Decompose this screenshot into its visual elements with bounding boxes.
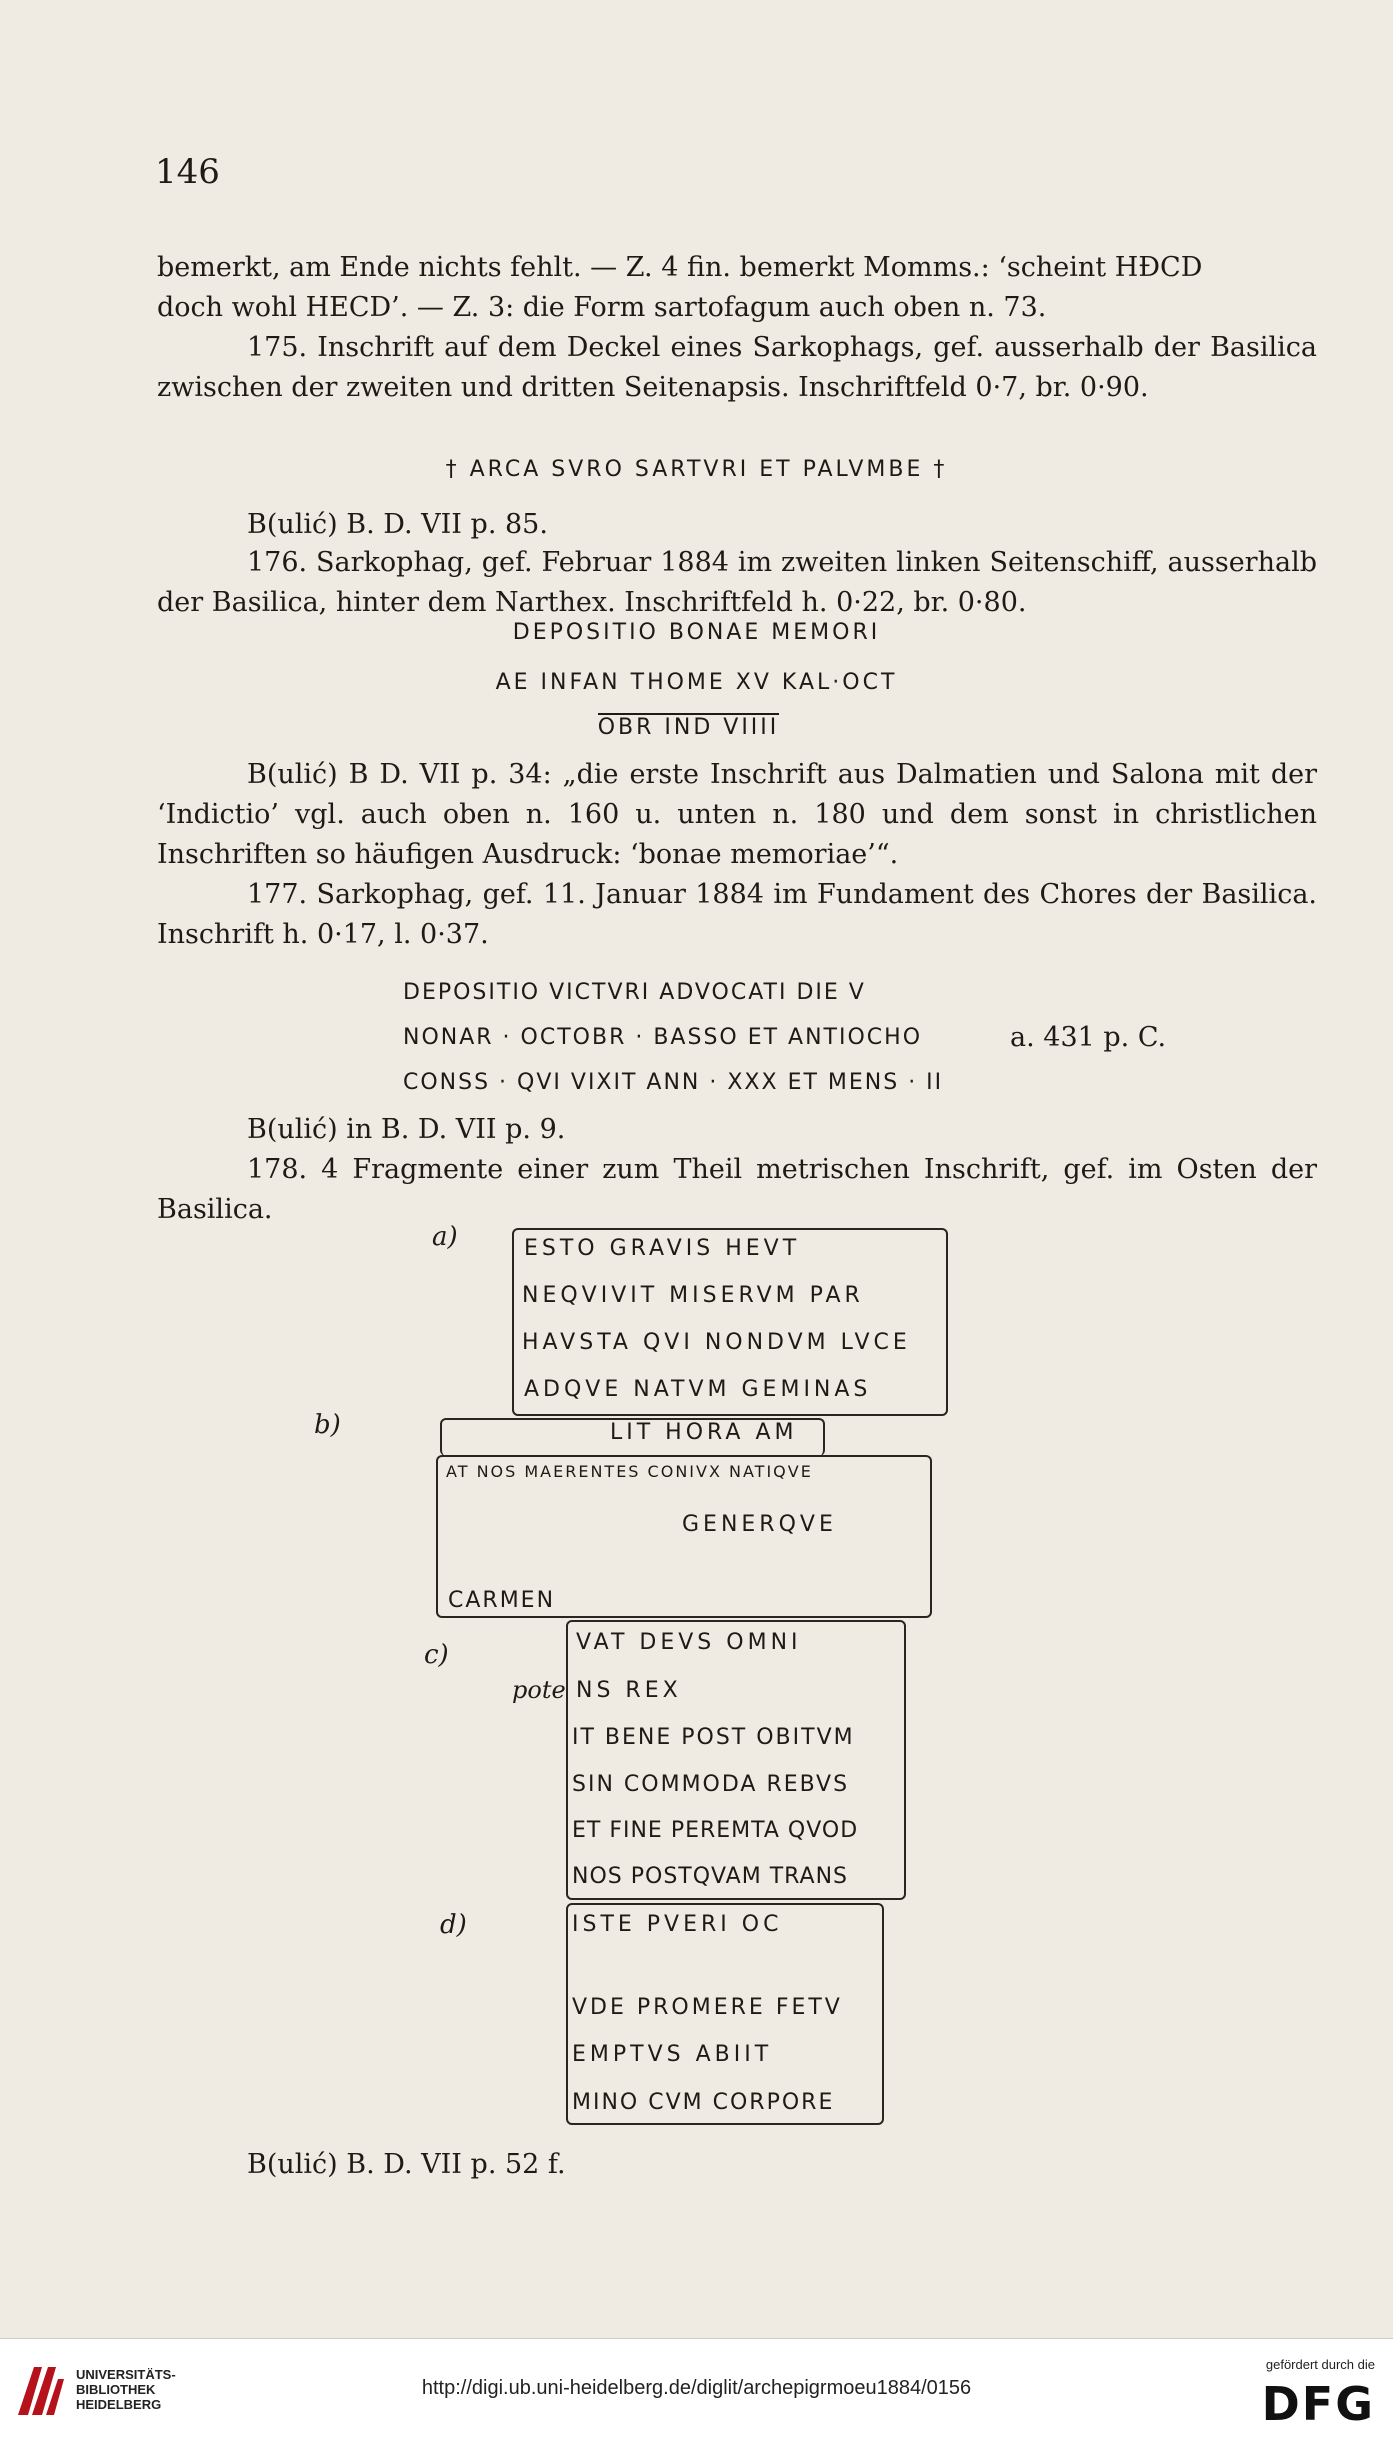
- fragment-d-line: ISTE PVERI OC: [572, 1912, 783, 1937]
- reference-177: B(ulić) in B. D. VII p. 9.: [247, 1114, 566, 1145]
- date-177: a. 431 p. C.: [1010, 1022, 1167, 1053]
- text-line: doch wohl HECD’. — Z. 3: die Form sartofagum auch oben n. 73.: [157, 292, 1047, 323]
- fragment-d-line: EMPTVS ABIIT: [572, 2042, 773, 2067]
- paragraph-continuation: [157, 248, 1317, 328]
- viewer-footer: [0, 2338, 1393, 2439]
- library-name-line: BIBLIOTHEK: [76, 2382, 156, 2397]
- reference-178: B(ulić) B. D. VII p. 52 f.: [247, 2149, 566, 2180]
- reference-176: B(ulić) B D. VII p. 34: „die erste Inschrift aus Dalmatien und Salona mit der ‘Indictio’ vgl. auch oben n. 160 u. unten n. 180 und dem sonst in christlichen Inschriften so häufigen Ausdruck: ‘bonae memoriae’“.: [157, 759, 1317, 870]
- fragment-c-line: NOS POSTQVAM TRANS: [572, 1864, 849, 1889]
- entry-176: 176. Sarkophag, gef. Februar 1884 im zweiten linken Seitenschiff, ausserhalb der Basilica, hinter dem Narthex. Inschriftfeld h. 0·22, br. 0·80.: [157, 547, 1317, 618]
- inscription-177-line: CONSS · QVI VIXIT ANN · XXX ET MENS · II: [403, 1070, 944, 1095]
- inscription-177-line: DEPOSITIO VICTVRI ADVOCATI DIE V: [403, 980, 866, 1005]
- fragment-d-label: d): [440, 1910, 467, 1940]
- fragment-c-line: NS REX: [576, 1678, 682, 1703]
- fragment-a-line: HAVSTA QVI NONDVM LVCE: [522, 1330, 911, 1355]
- fragment-c-prefix: pote: [512, 1676, 566, 1704]
- fragment-a-line: NEQVIVIT MISERVM PAR: [522, 1283, 864, 1308]
- fragment-b-line: GENERQVE: [682, 1512, 837, 1537]
- fragment-a-line: ADQVE NATVM GEMINAS: [524, 1377, 872, 1402]
- fragment-c: [566, 1620, 906, 1900]
- inscription-177-line: NONAR · OCTOBR · BASSO ET ANTIOCHO: [403, 1025, 923, 1050]
- fragment-a-label: a): [432, 1222, 458, 1252]
- fragment-c-line: ET FINE PEREMTA QVOD: [572, 1818, 859, 1843]
- entry-177: 177. Sarkophag, gef. 11. Januar 1884 im Fundament des Chores der Basilica. Inschrift h. 0·17, l. 0·37.: [157, 879, 1317, 950]
- fragment-b-label: b): [314, 1410, 341, 1440]
- funding-note: gefördert durch die: [1265, 2357, 1375, 2372]
- page-number: 146: [155, 152, 220, 192]
- entry-178: 178. 4 Fragmente einer zum Theil metrischen Inschrift, gef. im Osten der Basilica.: [157, 1154, 1317, 1225]
- fragment-c-line: VAT DEVS OMNI: [576, 1630, 802, 1655]
- inscription-176-line: AE INFAN THOME XV KAL·OCT: [495, 670, 898, 695]
- fragment-c-line: IT BENE POST OBITVM: [572, 1725, 855, 1750]
- inscription-176-line: [0, 715, 1385, 740]
- fragment-b-line: LIT HORA AM: [610, 1420, 798, 1445]
- fragment-a-line: ESTO GRAVIS HEVT: [524, 1236, 801, 1261]
- fragment-c-line: SIN COMMODA REBVS: [572, 1772, 850, 1797]
- overlined-text: OBR IND VIIII: [597, 715, 780, 740]
- fragment-d-line: MINO CVM CORPORE: [572, 2090, 835, 2115]
- fragment-b-line: AT NOS MAERENTES CONIVX NATIQVE: [446, 1462, 813, 1481]
- entry-175: 175. Inschrift auf dem Deckel eines Sarkophags, gef. ausserhalb der Basilica zwischen der zweiten und dritten Seitenapsis. Inschriftfeld 0·7, br. 0·90.: [157, 332, 1317, 403]
- library-name-line: UNIVERSITÄTS-: [76, 2367, 176, 2382]
- fragment-b-line: CARMEN: [448, 1588, 556, 1613]
- fragment-c-label: c): [424, 1640, 449, 1670]
- text-line: bemerkt, am Ende nichts fehlt. — Z. 4 fin. bemerkt Momms.: ‘scheint HÐCD: [157, 252, 1203, 283]
- library-name-line: HEIDELBERG: [76, 2397, 162, 2412]
- inscription-175: † ARCA SVRO SARTVRI ET PALVMBE †: [445, 457, 948, 482]
- fragment-d-line: VDE PROMERE FETV: [572, 1995, 843, 2020]
- dfg-logo: DFG: [1261, 2377, 1375, 2431]
- inscription-176-line: DEPOSITIO BONAE MEMORI: [512, 620, 881, 645]
- permalink[interactable]: http://digi.ub.uni-heidelberg.de/diglit/archepigrmoeu1884/0156: [421, 2377, 972, 2399]
- reference-175: B(ulić) B. D. VII p. 85.: [247, 509, 548, 540]
